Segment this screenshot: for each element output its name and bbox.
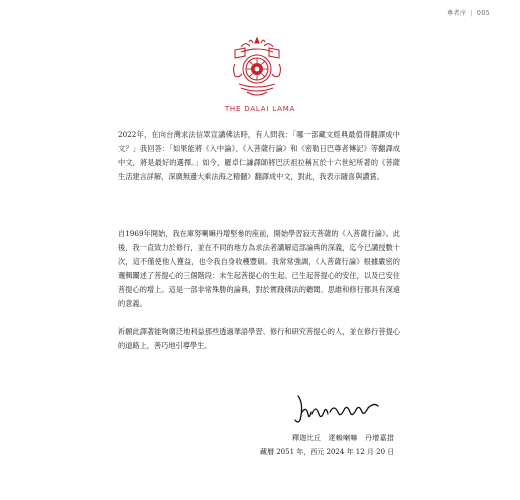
- handwritten-signature: [292, 390, 382, 426]
- signatory-name: 釋迦比丘 達賴喇嘛 丹增嘉措: [292, 434, 395, 442]
- paragraph-teaching: 自1969年開始，我在庫努喇嘛丹增堅參的座前，開始學習寂天菩薩的《入菩薩行論》。此後，我一直致力於修行，並在不同的地方為求法者講解這部論典的深義，迄今已講授數十次，這不僅使他人獲益，也令我自身收穫豐碩。我常常強調，《入菩薩行論》根據嚴密的邏輯闡述了菩提心的三個階段：未生起菩提心的生起、已生起菩提心的安住，以及已安住菩提心的增上。這是一部非常殊勝的論典，對於實踐佛法的聽聞、思維和修行都具有深遠的意義。: [118, 229, 400, 309]
- paragraph-intro: 2022年，在向台灣求法信眾宣講佛法時，有人問我：「哪一部藏文經典最值得翻譯成中文？」我回答：「如果能將《入中論》、《入菩薩行論》和《密勒日巴尊者傳記》等翻譯成中文，將是最好的選擇。」如今，羅卓仁謙譯師將巴沃祖拉稱瓦於十六世紀所著的《菩薩生活建言詳解，深廣無邊大乘法海之精髓》翻譯成中文，對此，我表示隨喜與讚賞。: [118, 130, 400, 182]
- dalai-lama-seal-icon: [229, 36, 285, 100]
- paragraph-aspiration: 祈願此譯著能夠廣泛地利益那些透過華語學習、修行和研究菩提心的人，並在修行菩提心的道路上，善巧地引導學生。: [118, 327, 400, 351]
- signing-date: 藏曆 2051 年，西元 2024 年 12 月 20 日: [260, 448, 395, 456]
- page-number: 005: [477, 10, 490, 17]
- section-title: 尊者序: [447, 10, 467, 17]
- header-divider: |: [470, 10, 474, 17]
- running-header: [447, 8, 490, 17]
- seal-caption: THE DALAI LAMA: [224, 105, 296, 113]
